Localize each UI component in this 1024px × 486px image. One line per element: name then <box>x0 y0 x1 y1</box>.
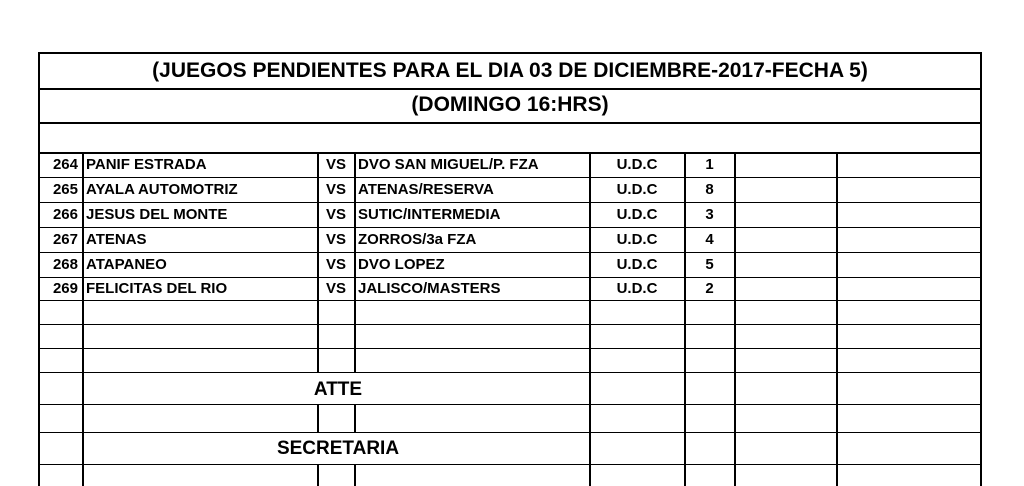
away-team: SUTIC/INTERMEDIA <box>358 206 501 223</box>
home-team: ATAPANEO <box>86 256 167 273</box>
col-line-game <box>734 152 736 486</box>
col-line-home <box>317 404 319 432</box>
row-line <box>38 348 982 349</box>
col-line-vs <box>354 404 356 432</box>
vs-label: VS <box>325 156 346 173</box>
row-line <box>38 432 982 433</box>
home-team: ATENAS <box>86 231 147 248</box>
game-number: 267 <box>52 231 78 248</box>
col-line-extra <box>836 152 838 486</box>
vs-label: VS <box>325 206 346 223</box>
game-number: 269 <box>52 280 78 297</box>
field-name: U.D.C <box>616 181 658 198</box>
game-order: 8 <box>705 181 714 198</box>
row-line <box>38 464 982 465</box>
vs-label: VS <box>325 256 346 273</box>
vs-label: VS <box>325 231 346 248</box>
field-name: U.D.C <box>616 231 658 248</box>
game-order: 5 <box>705 256 714 273</box>
away-team: ZORROS/3a FZA <box>358 231 477 248</box>
row-line <box>38 404 982 405</box>
game-order: 4 <box>705 231 714 248</box>
row-line <box>38 324 982 325</box>
home-team: FELICITAS DEL RIO <box>86 280 228 297</box>
vs-label: VS <box>325 181 346 198</box>
field-name: U.D.C <box>616 156 658 173</box>
game-order: 1 <box>705 156 714 173</box>
field-name: U.D.C <box>616 256 658 273</box>
vs-label: VS <box>325 280 346 297</box>
game-number: 268 <box>52 256 78 273</box>
game-order: 2 <box>705 280 714 297</box>
game-number: 264 <box>52 156 78 173</box>
col-line-num <box>82 152 84 486</box>
schedule-sheet <box>38 52 982 486</box>
away-team: DVO LOPEZ <box>358 256 445 273</box>
game-number: 265 <box>52 181 78 198</box>
away-team: JALISCO/MASTERS <box>358 280 501 297</box>
col-line-vs <box>354 152 356 372</box>
col-line-vs <box>354 464 356 486</box>
away-team: DVO SAN MIGUEL/P. FZA <box>358 156 539 173</box>
home-team: JESUS DEL MONTE <box>86 206 228 223</box>
away-team: ATENAS/RESERVA <box>358 181 494 198</box>
field-name: U.D.C <box>616 206 658 223</box>
col-line-home <box>317 464 319 486</box>
row-line <box>38 227 982 228</box>
atte-label: ATTE <box>313 379 363 400</box>
home-team: AYALA AUTOMOTRIZ <box>86 181 238 198</box>
row-line <box>38 252 982 253</box>
game-order: 3 <box>705 206 714 223</box>
row-line <box>38 372 982 373</box>
secretaria-label: SECRETARIA <box>276 438 400 459</box>
home-team: PANIF ESTRADA <box>86 156 207 173</box>
page-subtitle: (DOMINGO 16:HRS) <box>411 93 609 116</box>
page-title: (JUEGOS PENDIENTES PARA EL DIA 03 DE DICIEMBRE-2017-FECHA 5) <box>152 59 868 82</box>
field-name: U.D.C <box>616 280 658 297</box>
game-number: 266 <box>52 206 78 223</box>
